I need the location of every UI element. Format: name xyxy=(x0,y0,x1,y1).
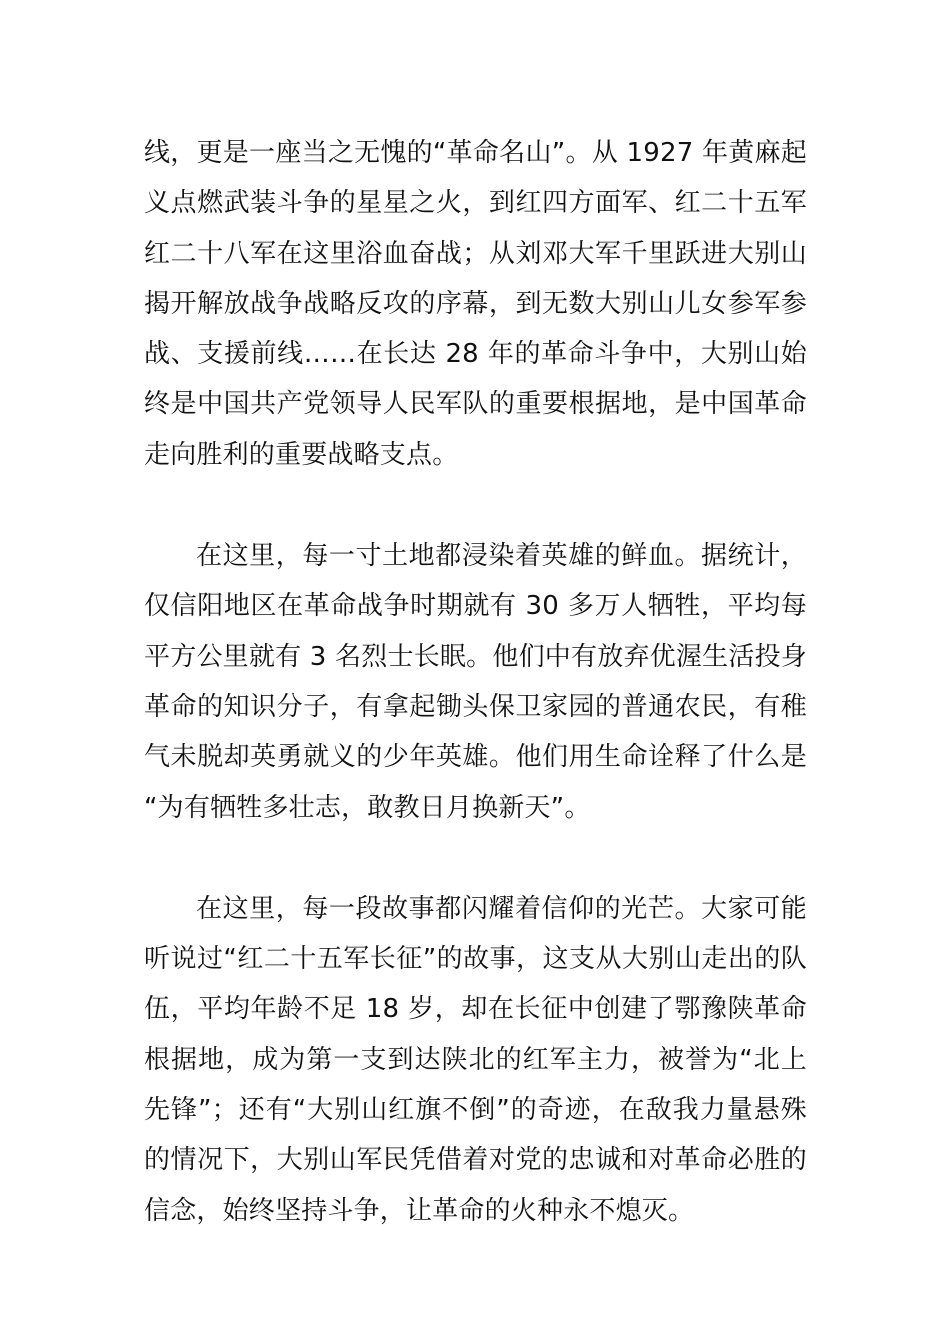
paragraph-1: 线，更是一座当之无愧的“革命名山”。从 1927 年黄麻起义点燃武装斗争的星星之火，到红四方面军、红二十五军红二十八军在这里浴血奋战；从刘邓大军千里跃进大别山揭开解放战争战略反攻的序幕，到无数大别山儿女参军参战、支援前线……在长达 28 年的革命斗争中，大别山始终是中国共产党领导人民军队的重要根据地，是中国革命走向胜利的重要战略支点。 xyxy=(144,138,807,470)
paragraph-2: 在这里，每一寸土地都浸染着英雄的鲜血。据统计，仅信阳地区在革命战争时期就有 30 多万人牺牲，平均每平方公里就有 3 名烈士长眠。他们中有放弃优渥生活投身革命的知识分子，有拿起锄头保卫家园的普通农民，有稚气未脱却英勇就义的少年英雄。他们用生命诠释了什么是“为有牺牲多壮志，敢教日月换新天”。 xyxy=(144,541,807,823)
document-body xyxy=(144,128,807,1236)
paragraph-3: 在这里，每一段故事都闪耀着信仰的光芒。大家可能听说过“红二十五军长征”的故事，这支从大别山走出的队伍，平均年龄不足 18 岁，却在长征中创建了鄂豫陕革命根据地，成为第一支到达陕北的红军主力，被誉为“北上先锋”；还有“大别山红旗不倒”的奇迹，在敌我力量悬殊的情况下，大别山军民凭借着对党的忠诚和对革命必胜的信念，始终坚持斗争，让革命的火种永不熄灭。 xyxy=(144,893,807,1226)
